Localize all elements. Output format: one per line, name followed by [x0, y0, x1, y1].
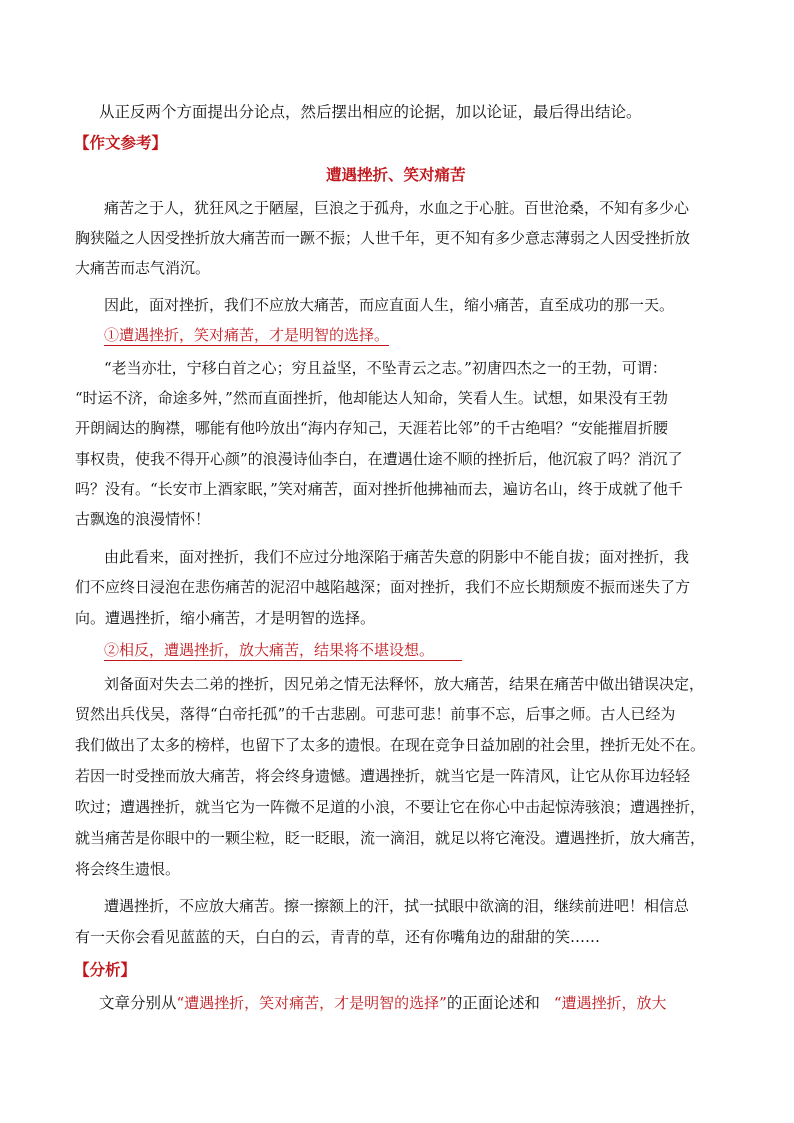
para4-line1: 由此看来，面对挫折，我们不应过分地深陷于痛苦失意的阴影中不能自拔；面对挫折，我: [104, 548, 690, 566]
para3-line3: 开朗阔达的胸襟，哪能有他吟放出“海内存知己，天涯若比邻”的千古绝唱？“安能摧眉折腰: [75, 419, 669, 437]
analysis-prefix: 文章分别从: [99, 994, 177, 1012]
para5-line6: 就当痛苦是你眼中的一颗尘粒，眨一眨眼，流一滴泪，就足以将它淹没。遭遇挫折，放大痛苦，: [75, 829, 706, 847]
section-heading-reference: [74, 131, 167, 155]
para6-line2: 有一天你会看见蓝蓝的天，白白的云，青青的草，还有你嘴角边的甜甜的笑……: [75, 928, 601, 946]
para1-line2: 胸狭隘之人因受挫折放大痛苦而一蹶不振；人世千年，更不知有多少意志薄弱之人因受挫折放: [75, 229, 691, 247]
analysis-quote1: “遭遇挫折，笑对痛苦，才是明智的选择”: [176, 994, 447, 1012]
para3-line2: “时运不济，命途多舛，”然而直面挫折，他却能达人知命，笑看人生。试想，如果没有王勃: [75, 389, 668, 407]
para5-line3: 我们做出了太多的榜样，也留下了太多的遗恨。在现在竞争日益加剧的社会里，挫折无处不在。: [75, 736, 706, 754]
para6-line1: 遭遇挫折，不应放大痛苦。擦一擦额上的汗，拭一拭眼中欲滴的泪，继续前进吧！相信总: [104, 897, 690, 915]
essay-title: 遭遇挫折、笑对痛苦: [326, 166, 466, 184]
para5-line1: 刘备面对失去二弟的挫折，因兄弟之情无法释怀，放大痛苦，结果在痛苦中做出错误决定，: [104, 675, 705, 693]
para4-line3: 向。遭遇挫折，缩小痛苦，才是明智的选择。: [75, 609, 376, 627]
para1-line1: 痛苦之于人，犹狂风之于陋屋，巨浪之于孤舟，水血之于心脏。百世沧桑，不知有多少心: [104, 199, 690, 217]
section-analysis-label: 【分析】: [74, 960, 137, 979]
para5-line5: 吹过；遭遇挫折，就当它为一阵微不足道的小浪，不要让它在你心中击起惊涛骇浪；遭遇挫折，: [75, 798, 706, 816]
para3-line1: “老当亦壮，宁移白首之心；穷且益坚，不坠青云之志。”初唐四杰之一的王勃，可谓：: [104, 359, 667, 377]
point2-text: ②相反，遭遇挫折，放大痛苦，结果将不堪设想。: [104, 641, 462, 661]
analysis-line: [99, 991, 667, 1015]
intro-line: 从正反两个方面提出分论点，然后摆出相应的论据，加以论证，最后得出结论。: [99, 103, 642, 121]
analysis-middle: 的正面论述和: [446, 994, 540, 1012]
para3-line5: 吗？没有。“长安市上酒家眠，”笑对痛苦，面对挫折他拂袖而去，遍访名山，终于成就了他千: [75, 480, 683, 498]
para5-line7: 将会终生遗恨。: [75, 860, 181, 878]
para5-line4: 若因一时受挫而放大痛苦，将会终身遗憾。遭遇挫折，就当它是一阵清风，让它从你耳边轻轻: [75, 767, 691, 785]
para3-line4: 事权贵，使我不得开心颜”的浪漫诗仙李白，在遭遇仕途不顺的挫折后，他沉寂了吗？消沉了: [75, 450, 683, 468]
para5-line2: 贸然出兵伐吴，落得“白帝托孤”的千古悲剧。可悲可悲！前事不忘，后事之师。古人已经为: [75, 705, 676, 723]
section-heading-analysis: [74, 958, 136, 982]
para4-line2: 们不应终日浸泡在悲伤痛苦的泥沼中越陷越深；面对挫折，我们不应长期颓废不振而迷失了方: [75, 578, 691, 596]
point1-heading: [104, 323, 389, 347]
para3-line6: 古飘逸的浪漫情怀！: [75, 510, 211, 528]
point1-text: ①遭遇挫折，笑对痛苦，才是明智的选择。: [104, 326, 390, 344]
section-reference-label: 【作文参考】: [74, 133, 168, 152]
para2: 因此，面对挫折，我们不应放大痛苦，而应直面人生，缩小痛苦，直至成功的那一天。: [104, 296, 675, 314]
para1-line3: 大痛苦而志气消沉。: [75, 259, 211, 277]
point2-heading: [104, 638, 462, 662]
analysis-quote2: “遭遇挫折，放大: [553, 994, 667, 1012]
